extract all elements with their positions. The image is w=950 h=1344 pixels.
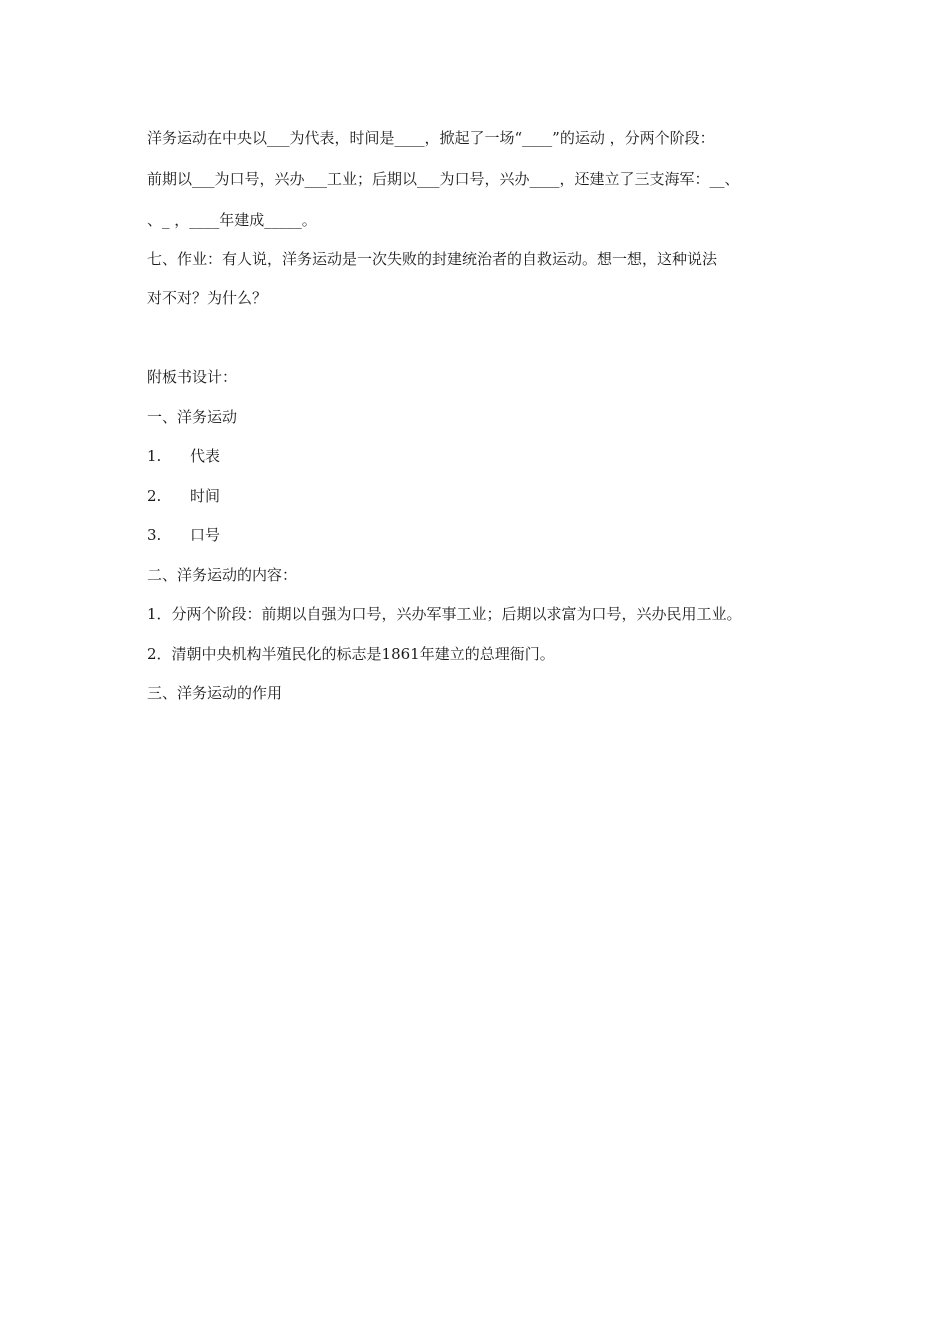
homework-line-1: 七、作业：有人说，洋务运动是一次失败的封建统治者的自救运动。想一想，这种说法: [147, 250, 718, 268]
exercise-line-2: 前期以___为口号，兴办___工业；后期以___为口号，兴办____，还建立了三支海军：__、: [147, 170, 740, 188]
board-heading: 附板书设计：: [147, 368, 238, 386]
list-item-number: 2.: [147, 487, 162, 505]
exercise-line-3: 、_ ，____年建成_____。: [147, 211, 317, 229]
list-item-label: 代表: [190, 447, 221, 465]
list-item-label: 时间: [190, 487, 221, 505]
list-item-number: 1.: [147, 447, 162, 465]
section-1-title: 一、洋务运动: [147, 408, 238, 426]
list-item-label: 口号: [190, 526, 221, 544]
section-2-point-1: 1．分两个阶段：前期以自强为口号，兴办军事工业；后期以求富为口号，兴办民用工业。: [147, 605, 742, 623]
section-3-title: 三、洋务运动的作用: [147, 684, 283, 702]
section-2-point-2: 2．清朝中央机构半殖民化的标志是1861年建立的总理衙门。: [147, 645, 555, 663]
list-item-number: 3.: [147, 526, 162, 544]
exercise-line-1: 洋务运动在中央以___为代表，时间是____，掀起了一场“____”的运动 ，分两个阶段：: [147, 129, 715, 147]
section-2-title: 二、洋务运动的内容：: [147, 566, 298, 584]
homework-line-2: 对不对？为什么？: [147, 289, 268, 307]
